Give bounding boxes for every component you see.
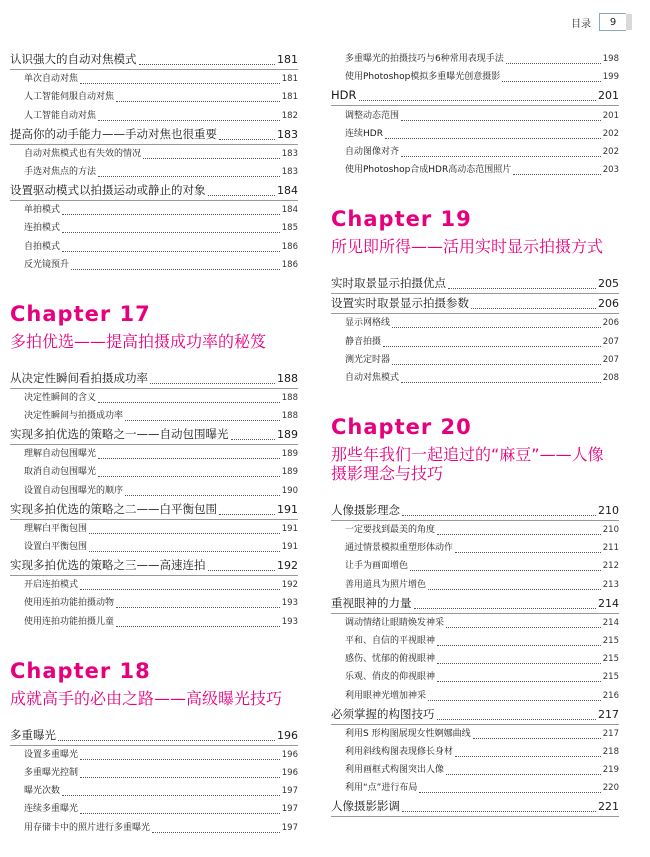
entry-title: 认识强大的自动对焦模式	[10, 52, 137, 66]
entry-page-number: 181	[281, 92, 298, 103]
entry-page-number: 199	[602, 72, 619, 83]
toc-subsection-entry[interactable]	[10, 800, 298, 818]
dot-leader	[62, 232, 280, 233]
entry-title: 利用“点”进行布局	[345, 783, 418, 794]
entry-title: 利用眼神光增加神采	[345, 690, 427, 701]
toc-subsection-entry[interactable]	[10, 445, 298, 463]
dot-leader	[62, 214, 280, 215]
toc-label: 目录	[571, 18, 591, 30]
toc-subsection-entry[interactable]	[331, 314, 619, 332]
toc-section-entry[interactable]	[331, 274, 619, 294]
dot-leader	[455, 756, 601, 757]
dot-leader	[89, 533, 280, 534]
toc-subsection-entry[interactable]	[10, 463, 298, 481]
entry-page-number: 215	[602, 654, 619, 665]
entry-title: 必须掌握的构图技巧	[331, 706, 435, 721]
chapter-title: 多拍优选——提高拍摄成功率的秘笈	[10, 331, 267, 351]
dot-leader	[98, 402, 280, 403]
chapter-title: 那些年我们一起追过的“麻豆”——人像摄影理念与技巧	[331, 444, 604, 483]
toc-subsection-entry[interactable]	[10, 219, 298, 237]
toc-section-entry[interactable]	[10, 500, 298, 520]
toc-subsection-entry[interactable]	[10, 594, 298, 612]
entry-page-number: 218	[602, 746, 619, 757]
toc-subsection-entry[interactable]	[10, 201, 298, 219]
toc-subsection-entry[interactable]	[331, 632, 619, 650]
dot-leader	[392, 364, 601, 365]
toc-section-entry[interactable]	[331, 594, 619, 614]
entry-page-number: 191	[281, 523, 298, 534]
entry-title: 实现多拍优选的策略之二——白平衡包围	[10, 501, 217, 516]
entry-title: 开启连拍模式	[24, 580, 79, 591]
toc-subsection-entry[interactable]	[331, 143, 619, 161]
entry-page-number: 206	[598, 297, 619, 311]
chapter-number: Chapter 19	[331, 207, 472, 232]
chapter-title: 成就高手的必由之路——高级曝光技巧	[10, 688, 283, 708]
entry-title: 重视眼神的力量	[331, 595, 412, 610]
entry-page-number: 186	[281, 241, 298, 252]
entry-title: 让手为画面增色	[345, 561, 409, 572]
dot-leader	[219, 139, 275, 140]
toc-subsection-entry[interactable]	[331, 125, 619, 143]
dot-leader	[231, 439, 276, 440]
entry-title: 设置实时取景显示拍摄参数	[331, 296, 469, 311]
entry-title: 取消自动包围曝光	[24, 467, 97, 478]
dot-leader	[80, 813, 280, 814]
dot-leader	[116, 626, 280, 627]
entry-title: 曝光次数	[24, 786, 61, 797]
dot-leader	[402, 811, 596, 812]
entry-title: 用存储卡中的照片进行多重曝光	[24, 822, 151, 833]
entry-title: 多重曝光控制	[24, 767, 79, 778]
entry-title: 人工智能自动对焦	[24, 110, 97, 121]
dot-leader	[98, 120, 280, 121]
dot-leader	[506, 63, 601, 64]
entry-title: 自动图像对齐	[345, 146, 400, 157]
toc-subsection-entry[interactable]	[10, 481, 298, 499]
entry-page-number: 188	[281, 392, 298, 403]
toc-section-entry[interactable]	[331, 501, 619, 521]
entry-title: 自拍模式	[24, 241, 61, 252]
toc-subsection-entry[interactable]	[10, 407, 298, 425]
dot-leader	[80, 83, 280, 84]
entry-title: 使用连拍功能拍摄动物	[24, 598, 115, 609]
entry-page-number: 217	[602, 728, 619, 739]
entry-page-number: 191	[277, 502, 298, 516]
entry-title: 善用道具为照片增色	[345, 579, 427, 590]
chapter-heading	[331, 207, 619, 256]
entry-page-number: 186	[281, 259, 298, 270]
entry-title: 决定性瞬间的含义	[24, 392, 97, 403]
dot-leader	[392, 327, 601, 328]
entry-title: 平和、自信的平视眼神	[345, 636, 436, 646]
entry-title: 显示网格线	[345, 318, 391, 329]
entry-title: 乐观、俏皮的仰视眼神	[345, 672, 436, 683]
toc-section-entry[interactable]	[331, 705, 619, 725]
dot-leader	[62, 795, 280, 796]
dot-leader	[437, 534, 601, 535]
entry-page-number: 201	[598, 89, 619, 103]
entry-title: 使用Photoshop合成HDR高动态范围照片	[345, 165, 512, 176]
entry-page-number: 182	[281, 110, 298, 121]
toc-subsection-entry[interactable]	[331, 539, 619, 557]
chapter-heading	[10, 302, 298, 351]
toc-subsection-entry[interactable]	[331, 557, 619, 575]
toc-subsection-entry[interactable]	[10, 389, 298, 407]
toc-subsection-entry[interactable]	[331, 332, 619, 350]
entry-page-number: 215	[602, 672, 619, 683]
toc-subsection-entry[interactable]	[10, 612, 298, 630]
entry-page-number: 214	[598, 596, 619, 610]
dot-leader	[71, 269, 280, 270]
dot-leader	[428, 700, 601, 701]
entry-title: 从决定性瞬间看拍摄成功率	[10, 370, 148, 385]
entry-title: 提高你的动手能力——手动对焦也很重要	[10, 126, 217, 141]
chapter-heading	[10, 659, 298, 708]
toc-subsection-entry[interactable]	[331, 521, 619, 539]
toc-subsection-entry[interactable]	[331, 68, 619, 86]
dot-leader	[437, 645, 601, 646]
toc-subsection-entry[interactable]	[10, 538, 298, 556]
entry-page-number: 202	[602, 146, 619, 157]
entry-title: 利用画框式构图突出人像	[345, 765, 445, 776]
dot-leader	[208, 195, 276, 196]
toc-subsection-entry[interactable]	[331, 106, 619, 124]
entry-page-number: 206	[602, 318, 619, 329]
entry-page-number: 197	[281, 822, 298, 833]
dot-leader	[402, 515, 596, 516]
entry-title: 决定性瞬间与拍摄成功率	[24, 411, 124, 422]
entry-page-number: 208	[602, 372, 619, 383]
entry-page-number: 181	[281, 74, 298, 85]
toc-subsection-entry[interactable]	[10, 576, 298, 594]
entry-title: 多重曝光	[10, 727, 56, 742]
toc-subsection-entry[interactable]	[331, 761, 619, 779]
dot-leader	[437, 681, 601, 682]
toc-subsection-entry[interactable]	[331, 351, 619, 369]
dot-leader	[125, 420, 280, 421]
toc-subsection-entry[interactable]	[331, 650, 619, 668]
dot-leader	[513, 174, 601, 175]
dot-leader	[98, 476, 280, 477]
dot-leader	[80, 759, 280, 760]
entry-title: 连续HDR	[345, 128, 383, 139]
entry-page-number: 184	[277, 183, 298, 197]
dot-leader	[80, 777, 280, 778]
toc-section-entry[interactable]	[10, 369, 298, 389]
entry-title: 反光镜预升	[24, 259, 70, 270]
entry-page-number: 205	[598, 277, 619, 291]
dot-leader	[414, 608, 597, 609]
dot-leader	[473, 738, 601, 739]
toc-subsection-entry[interactable]	[10, 163, 298, 181]
dot-leader	[152, 832, 280, 833]
dot-leader	[98, 176, 280, 177]
entry-title: 设置多重曝光	[24, 749, 79, 760]
toc-subsection-entry[interactable]	[331, 50, 619, 68]
toc-section-entry[interactable]	[331, 294, 619, 314]
entry-page-number: 213	[602, 579, 619, 590]
entry-page-number: 185	[281, 223, 298, 234]
toc-subsection-entry[interactable]	[331, 161, 619, 179]
entry-title: 利用斜线构图表现修长身材	[345, 746, 454, 757]
entry-title: 人像摄影影调	[331, 799, 400, 814]
entry-page-number: 183	[281, 166, 298, 177]
entry-title: 人像摄影理念	[331, 502, 400, 517]
toc-subsection-entry[interactable]	[10, 145, 298, 163]
entry-page-number: 189	[281, 449, 298, 460]
dot-leader	[455, 552, 601, 553]
dot-leader	[401, 156, 601, 157]
dot-leader	[89, 551, 280, 552]
toc-subsection-entry[interactable]	[331, 369, 619, 387]
dot-leader	[401, 120, 601, 121]
dot-leader	[143, 158, 280, 159]
toc-section-entry[interactable]	[10, 50, 298, 70]
toc-subsection-entry[interactable]	[331, 743, 619, 761]
entry-page-number: 183	[277, 127, 298, 141]
toc-subsection-entry[interactable]	[331, 668, 619, 686]
entry-title: 实现多拍优选的策略之三——高速连拍	[10, 558, 206, 572]
dot-leader	[419, 792, 600, 793]
chapter-title: 所见即所得——活用实时显示拍摄方式	[331, 237, 604, 257]
dot-leader	[502, 81, 600, 82]
dot-leader	[116, 607, 280, 608]
dot-leader	[401, 382, 601, 383]
entry-page-number: 210	[598, 503, 619, 517]
dot-leader	[58, 740, 275, 741]
toc-section-entry[interactable]	[10, 726, 298, 746]
entry-page-number: 191	[281, 542, 298, 552]
entry-page-number: 221	[598, 800, 619, 814]
entry-title: 利用S 形构图展现女性婀娜曲线	[345, 728, 471, 739]
entry-page-number: 188	[281, 411, 298, 422]
entry-page-number: 220	[602, 783, 619, 794]
entry-page-number: 197	[281, 804, 298, 815]
toc-subsection-entry[interactable]	[331, 725, 619, 743]
toc-subsection-entry[interactable]	[10, 237, 298, 255]
entry-title: 设置白平衡包围	[24, 542, 88, 552]
dot-leader	[383, 346, 601, 347]
chapter-number: Chapter 20	[331, 414, 472, 439]
toc-subsection-entry[interactable]	[10, 256, 298, 274]
entry-title: 多重曝光的拍摄技巧与6种常用表现手法	[345, 54, 504, 65]
entry-page-number: 198	[602, 54, 619, 65]
dot-leader	[410, 570, 601, 571]
entry-title: 自动对焦模式也有失效的情况	[24, 148, 142, 159]
entry-page-number: 202	[602, 128, 619, 139]
toc-subsection-entry[interactable]	[331, 686, 619, 704]
entry-page-number: 203	[602, 165, 619, 176]
dot-leader	[62, 251, 280, 252]
dot-leader	[428, 589, 601, 590]
entry-page-number: 184	[281, 205, 298, 216]
entry-page-number: 211	[602, 543, 619, 554]
entry-title: 通过情景模拟重塑形体动作	[345, 543, 454, 554]
dot-leader	[219, 514, 275, 515]
dot-leader	[385, 138, 601, 139]
dot-leader	[471, 308, 596, 309]
entry-title: 调动情绪让眼睛焕发神采	[345, 617, 445, 628]
toc-subsection-entry[interactable]	[10, 782, 298, 800]
entry-title: 实现多拍优选的策略之一——自动包围曝光	[10, 427, 229, 442]
chapter-number: Chapter 18	[10, 658, 151, 683]
entry-page-number: 219	[602, 765, 619, 776]
entry-page-number: 201	[602, 110, 619, 121]
entry-title: 连续多重曝光	[24, 804, 79, 815]
entry-page-number: 216	[602, 690, 619, 701]
entry-title: 设置自动包围曝光的顺序	[24, 485, 124, 496]
dot-leader	[446, 774, 601, 775]
toc-subsection-entry[interactable]	[10, 88, 298, 106]
entry-page-number: 193	[281, 616, 298, 627]
entry-title: 使用Photoshop模拟多重曝光创意摄影	[345, 72, 501, 83]
toc-right-column	[331, 50, 619, 817]
entry-page-number: 196	[281, 767, 298, 778]
entry-title: 自动对焦模式	[345, 372, 400, 383]
dot-leader	[208, 570, 276, 571]
entry-page-number: 196	[277, 728, 298, 742]
page-header	[571, 12, 632, 32]
entry-title: 感伤、忧郁的俯视眼神	[345, 654, 436, 665]
entry-page-number: 192	[277, 559, 298, 572]
toc-section-entry[interactable]	[331, 86, 619, 106]
entry-page-number: 188	[277, 371, 298, 385]
entry-page-number: 192	[281, 580, 298, 591]
dot-leader	[116, 101, 280, 102]
entry-page-number: 210	[602, 525, 619, 536]
entry-title: 手选对焦点的方法	[24, 166, 97, 177]
toc-section-entry[interactable]	[10, 556, 298, 576]
toc-subsection-entry[interactable]	[10, 70, 298, 88]
entry-page-number: 207	[602, 336, 619, 347]
entry-title: 连拍模式	[24, 223, 61, 234]
dot-leader	[150, 383, 275, 384]
dot-leader	[98, 458, 280, 459]
entry-page-number: 217	[598, 707, 619, 721]
entry-title: 使用连拍功能拍摄儿童	[24, 616, 115, 627]
entry-title: 理解自动包围曝光	[24, 449, 97, 460]
entry-page-number: 207	[602, 354, 619, 365]
entry-title: 静音拍摄	[345, 336, 382, 347]
entry-title: 测光定时器	[345, 354, 391, 365]
toc-section-entry[interactable]	[10, 125, 298, 145]
entry-page-number: 193	[281, 598, 298, 609]
toc-subsection-entry[interactable]	[10, 818, 298, 836]
dot-leader	[437, 719, 597, 720]
entry-title: 单拍模式	[24, 205, 61, 216]
page-number: 9	[599, 13, 626, 31]
entry-page-number: 215	[602, 636, 619, 646]
entry-page-number: 183	[281, 148, 298, 159]
toc-subsection-entry[interactable]	[10, 746, 298, 764]
entry-title: 调整动态范围	[345, 110, 400, 121]
dot-leader	[446, 627, 601, 628]
toc-left-column	[10, 50, 298, 837]
entry-title: 单次自动对焦	[24, 74, 79, 85]
toc-subsection-entry[interactable]	[10, 764, 298, 782]
dot-leader	[359, 100, 597, 101]
entry-page-number: 196	[281, 749, 298, 760]
toc-section-entry[interactable]	[10, 181, 298, 201]
entry-page-number: 189	[281, 467, 298, 478]
toc-subsection-entry[interactable]	[10, 106, 298, 124]
entry-page-number: 214	[602, 617, 619, 628]
entry-title: HDR	[331, 88, 357, 103]
toc-section-entry[interactable]	[331, 797, 619, 817]
dot-leader	[437, 663, 601, 664]
entry-title: 设置驱动模式以拍摄运动或静止的对象	[10, 182, 206, 197]
dot-leader	[448, 288, 596, 289]
toc-section-entry[interactable]	[10, 425, 298, 445]
entry-page-number: 197	[281, 786, 298, 797]
entry-title: 人工智能伺服自动对焦	[24, 92, 115, 103]
chapter-heading	[331, 415, 619, 483]
toc-subsection-entry[interactable]	[10, 520, 298, 538]
toc-subsection-entry[interactable]	[331, 575, 619, 593]
dot-leader	[139, 64, 276, 65]
chapter-number: Chapter 17	[10, 301, 151, 326]
entry-title: 一定要找到最美的角度	[345, 525, 436, 536]
toc-subsection-entry[interactable]	[331, 779, 619, 797]
entry-page-number: 190	[281, 485, 298, 496]
page-tab-decoration	[626, 14, 632, 30]
entry-page-number: 189	[277, 428, 298, 442]
dot-leader	[125, 495, 280, 496]
entry-page-number: 181	[277, 53, 298, 66]
toc-subsection-entry[interactable]	[331, 614, 619, 632]
entry-page-number: 212	[602, 561, 619, 572]
dot-leader	[80, 589, 280, 590]
entry-title: 理解白平衡包围	[24, 523, 88, 534]
entry-title: 实时取景显示拍摄优点	[331, 276, 446, 291]
